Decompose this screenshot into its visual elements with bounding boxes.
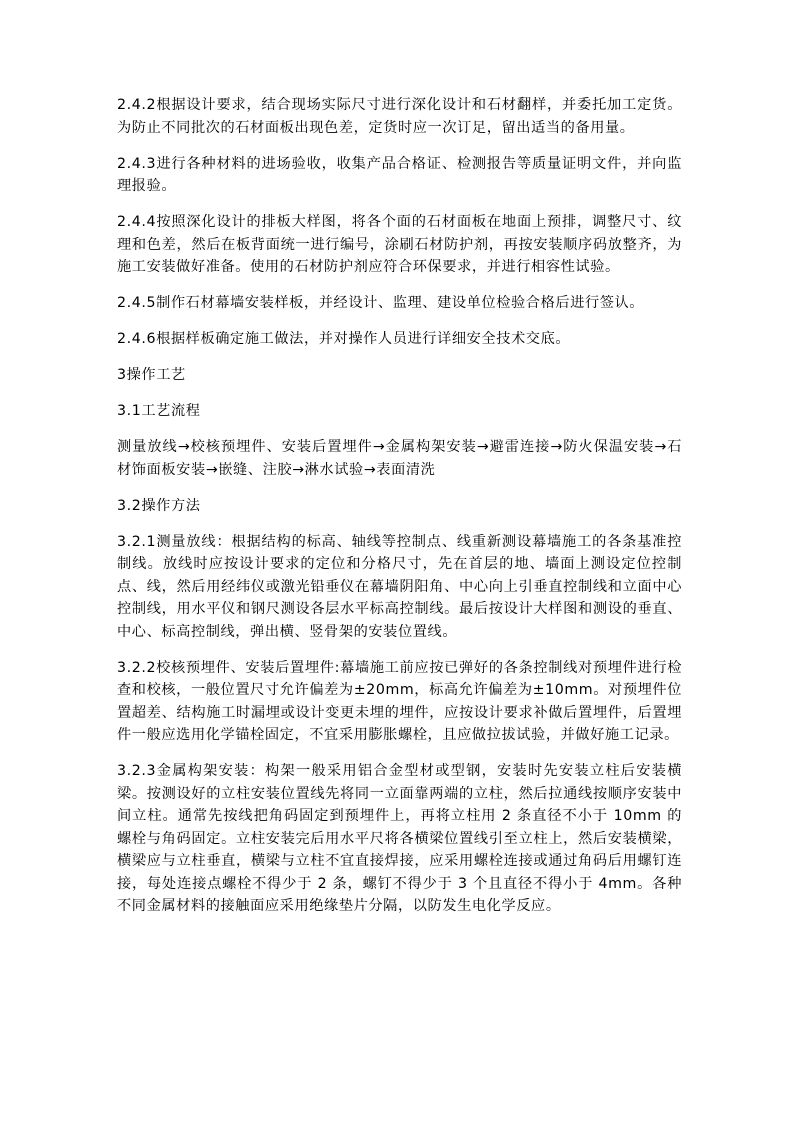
document-page [117, 94, 682, 931]
para-process-flow: 测量放线→校核预埋件、安装后置埋件→金属构架安装→避雷连接→防火保温安装→石材饰面板安装→嵌缝、注胶→淋水试验→表面清洗 [117, 439, 682, 478]
para-2-4-6: 2.4.6根据样板确定施工做法，并对操作人员进行详细安全技术交底。 [117, 331, 571, 347]
para-3-2-3: 3.2.3金属构架安装：构架一般采用铝合金型材或型钢，安装时先安装立柱后安装横梁。按测设好的立柱安装位置线先将同一立面靠两端的立柱，然后拉通线按顺序安装中间立柱。通常先按线把角码固定到预埋件上，再将立柱用 2 条直径不小于 10mm 的螺栓与角码固定。立柱安装完后用水平尺将各横梁位置线引至立柱上，然后安装横梁，横梁应与立柱垂直，横梁与立柱不宜直接焊接，应采用螺栓连接或通过角码后用螺钉连接，每处连接点螺栓不得少于 2 条，螺钉不得少于 3 个且直径不得小于 4mm。各种不同金属材料的接触面应采用绝缘垫片分隔，以防发生电化学反应。 [117, 763, 682, 914]
para-2-4-3: 2.4.3进行各种材料的进场验收，收集产品合格证、检测报告等质量证明文件，并向监理报验。 [117, 155, 682, 194]
para-2-4-4: 2.4.4按照深化设计的排板大样图，将各个面的石材面板在地面上预排，调整尺寸、纹理和色差，然后在板背面统一进行编号，涂刷石材防护剂，再按安装顺序码放整齐，为施工安装做好准备。使用的石材防护剂应符合环保要求，并进行相容性试验。 [117, 214, 682, 275]
heading-3-1: 3.1工艺流程 [117, 403, 201, 419]
para-2-4-5: 2.4.5制作石材幕墙安装样板，并经设计、监理、建设单位检验合格后进行签认。 [117, 295, 645, 311]
para-3-2-2: 3.2.2校核预埋件、安装后置埋件:幕墙施工前应按已弹好的各条控制线对预埋件进行检查和校核，一般位置尺寸允许偏差为±20mm，标高允许偏差为±10mm。对预埋件位置超差、结构施工时漏埋或设计变更未埋的埋件，应按设计要求补做后置埋件，后置埋件一般应选用化学锚栓固定，不宜采用膨胀螺栓，且应做拉拔试验，并做好施工记录。 [117, 659, 682, 743]
para-3-2-1: 3.2.1测量放线：根据结构的标高、轴线等控制点、线重新测设幕墙施工的各条基准控制线。放线时应按设计要求的定位和分格尺寸，先在首层的地、墙面上测设定位控制点、线，然后用经纬仪或激光铅垂仪在幕墙阴阳角、中心向上引垂直控制线和立面中心控制线，用水平仪和钢尺测设各层水平标高控制线。最后按设计大样图和测设的垂直、中心、标高控制线，弹出横、竖骨架的安装位置线。 [117, 533, 682, 640]
heading-3: 3操作工艺 [117, 367, 186, 383]
para-2-4-2: 2.4.2根据设计要求，结合现场实际尺寸进行深化设计和石材翻样，并委托加工定货。为防止不同批次的石材面板出现色差，定货时应一次订足，留出适当的备用量。 [117, 97, 682, 136]
heading-3-2: 3.2操作方法 [117, 497, 201, 514]
